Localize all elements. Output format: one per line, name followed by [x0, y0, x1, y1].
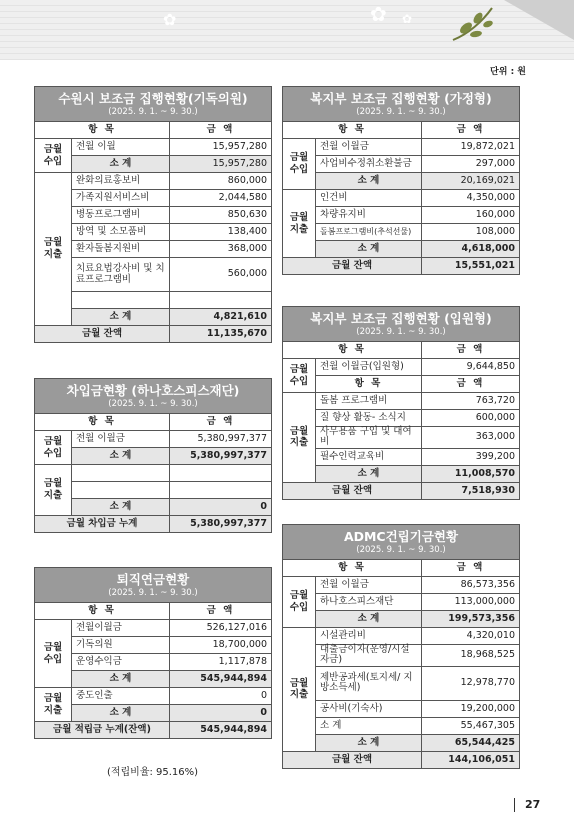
row-label: 환자돌봄지원비 — [72, 241, 170, 258]
table-title: 복지부 보조금 집행현황 (가정형) (2025. 9. 1. ~ 9. 30.) — [283, 87, 520, 122]
balance-amount: 5,380,997,377 — [170, 516, 272, 533]
balance-label: 금월 적립금 누계(잔액) — [35, 722, 170, 739]
subtotal-label: 소 계 — [72, 705, 170, 722]
row-amount: 368,000 — [170, 241, 272, 258]
row-amount: 19,872,021 — [422, 139, 520, 156]
column-header-amount: 금 액 — [170, 414, 272, 431]
row-label: 전월 이월금 — [72, 431, 170, 448]
column-header-item: 항 목 — [283, 560, 422, 577]
row-amount: 9,644,850 — [422, 359, 520, 376]
column-header-item: 항 목 — [35, 414, 170, 431]
expense-category: 금월 지출 — [283, 190, 316, 258]
row-amount: 0 — [170, 688, 272, 705]
subtotal-label: 소 계 — [72, 156, 170, 173]
row-amount: 19,200,000 — [422, 700, 520, 717]
column-header-amount: 금 액 — [422, 376, 520, 393]
balance-amount: 144,106,051 — [422, 751, 520, 768]
row-label: 기독의원 — [72, 637, 170, 654]
row-label: 중도인출 — [72, 688, 170, 705]
suwon-subsidy-table — [34, 86, 272, 343]
subtotal-amount: 545,944,894 — [170, 671, 272, 688]
income-category: 금월 수입 — [283, 139, 316, 190]
row-label: 전월 이월 — [72, 139, 170, 156]
column-header-item: 항 목 — [283, 342, 422, 359]
row-label — [72, 292, 170, 309]
unit-label: 단위 : 원 — [490, 67, 526, 77]
column-header-item: 항 목 — [283, 122, 422, 139]
row-amount: 600,000 — [422, 410, 520, 427]
subtotal-amount: 199,573,356 — [422, 611, 520, 628]
balance-label: 금월 차입금 누계 — [35, 516, 170, 533]
row-amount — [170, 292, 272, 309]
mohw-inpatient-table — [282, 306, 520, 500]
balance-label: 금월 잔액 — [283, 751, 422, 768]
admc-fund-table — [282, 524, 520, 769]
column-header-amount: 금 액 — [170, 603, 272, 620]
expense-category: 금월 지출 — [283, 628, 316, 752]
subtotal-label: 소 계 — [72, 448, 170, 465]
subtotal-label: 소 계 — [316, 465, 422, 482]
expense-category: 금월 지출 — [283, 393, 316, 483]
row-amount: 297,000 — [422, 156, 520, 173]
row-amount: 2,044,580 — [170, 190, 272, 207]
balance-amount: 11,135,670 — [170, 326, 272, 343]
row-label: 차량유지비 — [316, 207, 422, 224]
row-label: 인건비 — [316, 190, 422, 207]
row-label: 가족지원서비스비 — [72, 190, 170, 207]
row-label: 돌봄프로그램비(추석선물) — [316, 224, 422, 241]
leaf-branch-icon — [448, 4, 498, 44]
row-label: 치료요법강사비 및 치료프로그램비 — [72, 258, 170, 292]
column-header-amount: 금 액 — [422, 560, 520, 577]
row-amount: 1,117,878 — [170, 654, 272, 671]
row-amount: 526,127,016 — [170, 620, 272, 637]
row-amount: 108,000 — [422, 224, 520, 241]
subtotal-amount: 5,380,997,377 — [170, 448, 272, 465]
balance-label: 금월 잔액 — [35, 326, 170, 343]
row-label: 방역 및 소모품비 — [72, 224, 170, 241]
row-label: 전월 이월금 — [316, 577, 422, 594]
row-amount: 113,000,000 — [422, 594, 520, 611]
row-label: 시설관리비 — [316, 628, 422, 645]
column-header-amount: 금 액 — [422, 122, 520, 139]
balance-amount: 545,944,894 — [170, 722, 272, 739]
subtotal-label: 소 계 — [72, 499, 170, 516]
subtotal-label: 소 계 — [72, 671, 170, 688]
subtotal-amount: 20,169,021 — [422, 173, 520, 190]
row-amount: 55,467,305 — [422, 717, 520, 734]
flower-icon: ✿ — [402, 12, 413, 26]
balance-label: 금월 잔액 — [283, 258, 422, 275]
row-label: 사업비수정취소환불금 — [316, 156, 422, 173]
subtotal-amount: 11,008,570 — [422, 465, 520, 482]
table-title: ADMC건립기금현황 (2025. 9. 1. ~ 9. 30.) — [283, 525, 520, 560]
page-number: 27 — [514, 798, 540, 812]
row-amount: 138,400 — [170, 224, 272, 241]
balance-amount: 7,518,930 — [422, 482, 520, 499]
row-amount: 5,380,997,377 — [170, 431, 272, 448]
row-label: 하나호스피스재단 — [316, 594, 422, 611]
column-header-amount: 금 액 — [170, 122, 272, 139]
row-label: 소 계 — [316, 717, 422, 734]
row-label: 전월이월금 — [72, 620, 170, 637]
loan-table — [34, 378, 272, 533]
row-amount: 86,573,356 — [422, 577, 520, 594]
row-label: 질 향상 활동- 소식지 — [316, 410, 422, 427]
row-label: 병동프로그램비 — [72, 207, 170, 224]
row-amount: 15,957,280 — [170, 139, 272, 156]
table-title: 수원시 보조금 집행현황(기독의원) (2025. 9. 1. ~ 9. 30.) — [35, 87, 272, 122]
balance-amount: 15,551,021 — [422, 258, 520, 275]
income-category: 금월 수입 — [35, 139, 72, 173]
row-amount — [170, 482, 272, 499]
row-label: 전월 이월금 — [316, 139, 422, 156]
row-amount: 18,968,525 — [422, 645, 520, 667]
subtotal-amount: 4,821,610 — [170, 309, 272, 326]
row-label: 대출금이자(운영/시설자금) — [316, 645, 422, 667]
row-label: 사무용품 구입 및 대여비 — [316, 427, 422, 449]
subtotal-label: 소 계 — [316, 611, 422, 628]
income-category: 금월 수입 — [35, 620, 72, 688]
row-amount: 4,350,000 — [422, 190, 520, 207]
row-label: 운영수익금 — [72, 654, 170, 671]
subtotal-amount: 0 — [170, 499, 272, 516]
column-header-item: 항 목 — [35, 122, 170, 139]
table-title: 퇴직연금현황 (2025. 9. 1. ~ 9. 30.) — [35, 568, 272, 603]
flower-icon: ✿ — [370, 2, 387, 26]
reserve-ratio-note: (적립비율: 95.16%) — [106, 767, 199, 778]
row-label: 완화의료홍보비 — [72, 173, 170, 190]
subtotal-amount: 4,618,000 — [422, 241, 520, 258]
pension-table — [34, 567, 272, 739]
table-title: 차입금현황 (하나호스피스재단) (2025. 9. 1. ~ 9. 30.) — [35, 379, 272, 414]
row-amount — [170, 465, 272, 482]
row-amount: 560,000 — [170, 258, 272, 292]
subtotal-label: 소 계 — [316, 734, 422, 751]
row-label: 전월 이월금(입원형) — [316, 359, 422, 376]
row-amount: 12,978,770 — [422, 666, 520, 700]
row-amount: 363,000 — [422, 427, 520, 449]
table-title: 복지부 보조금 집행현황 (입원형) (2025. 9. 1. ~ 9. 30.) — [283, 307, 520, 342]
subtotal-label: 소 계 — [316, 173, 422, 190]
column-header-item: 항 목 — [316, 376, 422, 393]
subtotal-label: 소 계 — [316, 241, 422, 258]
income-category: 금월 수입 — [283, 577, 316, 628]
subtotal-label: 소 계 — [72, 309, 170, 326]
column-header-amount: 금 액 — [422, 342, 520, 359]
mohw-home-table — [282, 86, 520, 275]
page-corner-fold — [504, 0, 574, 40]
row-amount: 18,700,000 — [170, 637, 272, 654]
expense-category: 금월 지출 — [35, 688, 72, 722]
row-label — [72, 482, 170, 499]
row-amount: 160,000 — [422, 207, 520, 224]
column-header-item: 항 목 — [35, 603, 170, 620]
row-label: 제반공과세(토지세/ 지방소득세) — [316, 666, 422, 700]
flower-icon: ✿ — [163, 10, 177, 29]
row-amount: 860,000 — [170, 173, 272, 190]
subtotal-amount: 15,957,280 — [170, 156, 272, 173]
income-category: 금월 수입 — [283, 359, 316, 393]
expense-category: 금월 지출 — [35, 173, 72, 326]
subtotal-amount: 65,544,425 — [422, 734, 520, 751]
expense-category: 금월 지출 — [35, 465, 72, 516]
row-amount: 4,320,010 — [422, 628, 520, 645]
row-amount: 850,630 — [170, 207, 272, 224]
row-amount: 399,200 — [422, 448, 520, 465]
row-label: 필수인력교육비 — [316, 448, 422, 465]
balance-label: 금월 잔액 — [283, 482, 422, 499]
income-category: 금월 수입 — [35, 431, 72, 465]
row-label — [72, 465, 170, 482]
subtotal-amount: 0 — [170, 705, 272, 722]
row-label: 공사비(기숙사) — [316, 700, 422, 717]
row-label: 돌봄 프로그램비 — [316, 393, 422, 410]
row-amount: 763,720 — [422, 393, 520, 410]
